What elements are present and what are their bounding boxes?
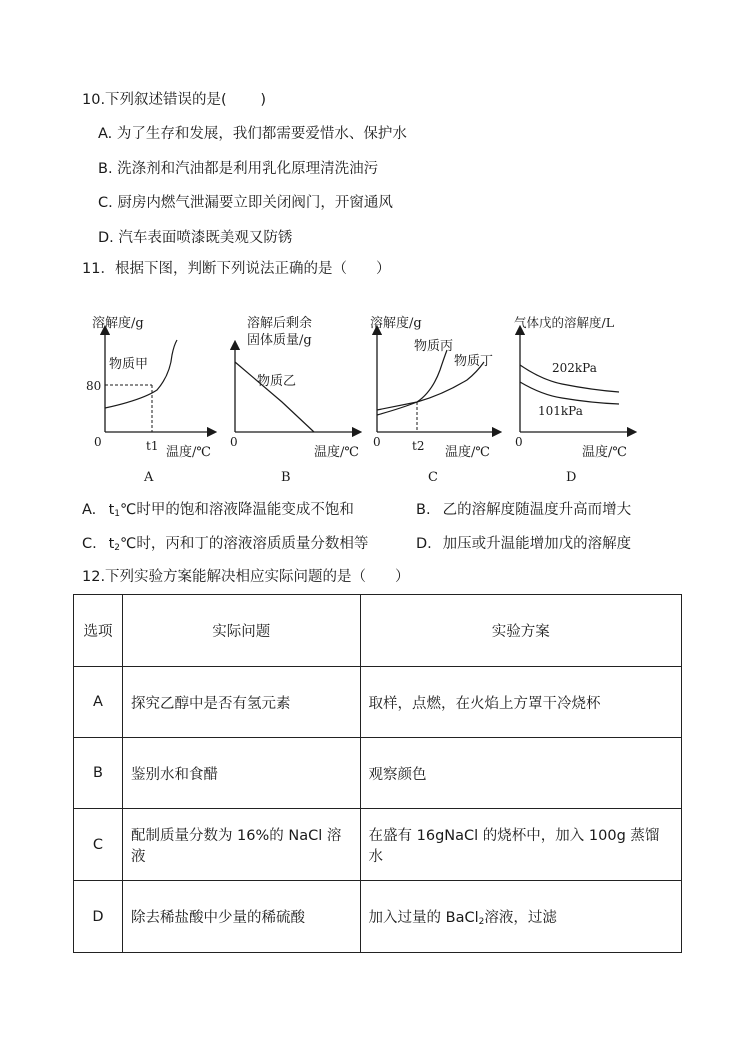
row-b-problem: 鉴别水和食醋: [122, 738, 360, 809]
graph-a-xlabel: 温度/℃: [166, 445, 211, 460]
graph-d-xlabel: 温度/℃: [582, 445, 627, 460]
graph-c-curve1-label: 物质丙: [414, 339, 454, 354]
row-c-problem: 配制质量分数为 16%的 NaCl 溶液: [122, 809, 360, 881]
q11-option-a-label: A.: [82, 502, 97, 518]
question-12-title: 12.下列实验方案能解决相应实际问题的是（ ）: [82, 569, 410, 585]
graph-b-caption: B: [281, 470, 291, 485]
graph-d-ylabel: 气体戊的溶解度/L: [514, 315, 615, 330]
graph-c-ylabel: 溶解度/g: [370, 316, 422, 331]
row-c-plan: 在盛有 16gNaCl 的烧杯中，加入 100g 蒸馏水: [360, 809, 681, 881]
q11-option-a-sub: 1: [114, 509, 121, 519]
row-b-option: B: [74, 738, 123, 809]
graph-d-curve2-label: 101kPa: [538, 404, 583, 418]
graph-b-xlabel: 温度/℃: [314, 445, 359, 460]
q11-option-d: [416, 534, 631, 554]
graph-b-origin: 0: [230, 435, 238, 449]
q11-option-c-t: t: [108, 536, 115, 552]
graph-b-ylabel-2: 固体质量/g: [247, 333, 312, 348]
graph-b-curve-label: 物质乙: [257, 374, 297, 389]
graph-b-ylabel-1: 溶解后剩余: [247, 316, 313, 331]
graph-c-origin: 0: [373, 435, 381, 449]
q10-option-d: D. 汽车表面喷漆既美观又防锈: [98, 230, 293, 246]
graph-d-origin: 0: [515, 435, 523, 449]
graph-c-curve-ding: [377, 362, 484, 410]
question-11-title: 11．根据下图，判断下列说法正确的是（ ）: [82, 261, 391, 277]
q10-option-a: A. 为了生存和发展，我们都需要爱惜水、保护水: [98, 126, 407, 142]
q11-option-b-text: 乙的溶解度随温度升高而增大: [442, 502, 632, 518]
graph-a-y-mark: 80: [86, 379, 102, 393]
graph-c-x-mark: t2: [412, 439, 425, 453]
row-a-plan: 取样，点燃，在火焰上方罩干冷烧杯: [360, 667, 681, 738]
row-a-option: A: [74, 667, 123, 738]
graph-c-curve2-label: 物质丁: [454, 354, 494, 369]
row-d-plan: [360, 881, 681, 953]
graph-a-curve: [105, 340, 177, 408]
q10-option-c: C. 厨房内燃气泄漏要立即关闭阀门，开窗通风: [98, 195, 393, 211]
graph-a-curve-label: 物质甲: [109, 357, 149, 372]
table-row: [74, 738, 682, 809]
header-plan: 实验方案: [360, 595, 681, 667]
graph-a-ylabel: 溶解度/g: [92, 316, 144, 331]
q11-graphs-figure: [82, 300, 642, 485]
q11-option-d-label: D.: [416, 536, 432, 552]
graph-a-caption: A: [144, 470, 154, 485]
q11-option-c-sub: 2: [114, 543, 121, 553]
header-problem: 实际问题: [122, 595, 360, 667]
q11-option-d-text: 加压或升温能增加戊的溶解度: [442, 536, 632, 552]
table-row: [74, 809, 682, 881]
table-header-row: [74, 595, 682, 667]
graph-c: [370, 315, 497, 460]
graph-b-curve: [235, 362, 314, 432]
graph-c-curve-bing: [377, 350, 447, 415]
graph-a-origin: 0: [94, 435, 102, 449]
graph-b: [230, 315, 359, 460]
header-option: 选项: [74, 595, 123, 667]
q11-option-a: [82, 500, 354, 524]
row-c-option: C: [74, 809, 123, 881]
graph-d-caption: D: [566, 470, 577, 485]
q11-option-b-label: B.: [416, 502, 431, 518]
row-d-plan-sub: 2: [478, 917, 485, 927]
q11-option-a-t: t: [108, 502, 115, 518]
row-d-option: D: [74, 881, 123, 953]
q11-option-a-text: ℃时甲的饱和溶液降温能变成不饱和: [120, 502, 354, 518]
question-10-title: 10.下列叙述错误的是( ): [82, 92, 266, 108]
graph-d-curve1-label: 202kPa: [552, 361, 597, 375]
q11-option-c-text: ℃时，丙和丁的溶液溶质质量分数相等: [120, 536, 369, 552]
graph-a: [86, 315, 212, 460]
graph-c-caption: C: [428, 470, 438, 485]
q12-table: [73, 594, 682, 953]
graph-c-xlabel: 温度/℃: [445, 445, 490, 460]
row-d-problem: 除去稀盐酸中少量的稀硫酸: [122, 881, 360, 953]
q11-option-c: [82, 534, 368, 558]
graph-d: [514, 315, 632, 460]
row-b-plan: 观察颜色: [360, 738, 681, 809]
table-row: [74, 881, 682, 953]
row-a-problem: 探究乙醇中是否有氢元素: [122, 667, 360, 738]
q10-option-b: B. 洗涤剂和汽油都是利用乳化原理清洗油污: [98, 161, 379, 177]
row-d-plan-post: 溶液，过滤: [484, 910, 557, 926]
row-d-plan-pre: 加入过量的 BaCl: [368, 910, 479, 926]
table-row: [74, 667, 682, 738]
graph-a-x-mark: t1: [146, 439, 159, 453]
q11-option-b: [416, 500, 631, 520]
q11-option-c-label: C.: [82, 536, 97, 552]
